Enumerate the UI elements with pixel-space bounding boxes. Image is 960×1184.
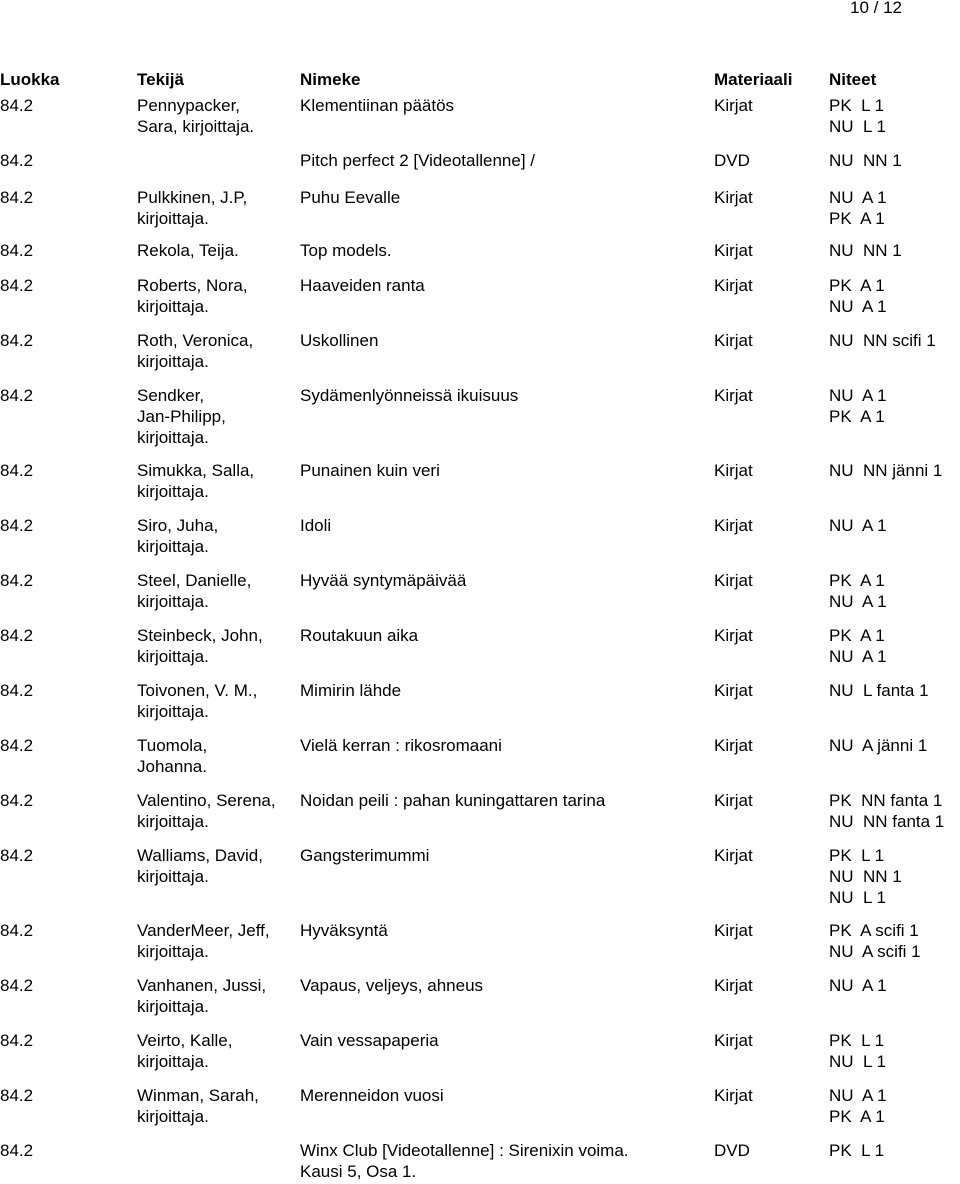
cell-nimeke-line: Winx Club [Videotallenne] : Sirenixin voima.	[300, 1141, 629, 1160]
cell-niteet-line: NU A 1	[829, 386, 887, 405]
cell-tekija	[137, 790, 276, 832]
cell-luokka: 84.2	[0, 331, 34, 350]
cell-niteet-line: PK NN fanta 1	[829, 791, 943, 810]
cell-niteet-line: NU A 1	[829, 1086, 887, 1105]
cell-luokka: 84.2	[0, 1031, 34, 1050]
cell-tekija-line: Roberts, Nora,	[137, 276, 248, 295]
cell-tekija-line: Veirto, Kalle,	[137, 1031, 233, 1050]
cell-nimeke	[300, 330, 378, 351]
cell-niteet	[829, 845, 902, 908]
cell-nimeke	[300, 95, 454, 116]
cell-niteet-line: PK L 1	[829, 96, 885, 115]
cell-materiaali: DVD	[714, 151, 750, 170]
cell-nimeke-line: Idoli	[300, 516, 332, 535]
cell-tekija-line: VanderMeer, Jeff,	[137, 921, 270, 940]
cell-nimeke-line: Gangsterimummi	[300, 846, 430, 865]
cell-niteet-line: PK L 1	[829, 1031, 885, 1050]
cell-niteet	[829, 330, 936, 351]
cell-niteet-line: NU L fanta 1	[829, 681, 929, 700]
cell-tekija-line: Johanna.	[137, 757, 207, 776]
cell-niteet-line: NU NN scifi 1	[829, 331, 936, 350]
cell-niteet	[829, 1085, 887, 1127]
cell-materiaali: Kirjat	[714, 921, 753, 940]
cell-tekija	[137, 330, 253, 372]
cell-tekija-line: kirjoittaja.	[137, 482, 209, 501]
cell-niteet	[829, 240, 902, 261]
cell-materiaali: Kirjat	[714, 386, 753, 405]
cell-tekija	[137, 735, 207, 777]
cell-tekija-line: Steinbeck, John,	[137, 626, 263, 645]
cell-luokka: 84.2	[0, 151, 34, 170]
cell-materiaali: Kirjat	[714, 571, 753, 590]
cell-nimeke-line: Punainen kuin veri	[300, 461, 440, 480]
cell-nimeke-line: Pitch perfect 2 [Videotallenne] /	[300, 151, 536, 170]
column-header-nimeke: Nimeke	[300, 70, 361, 89]
cell-materiaali: Kirjat	[714, 681, 753, 700]
cell-niteet	[829, 975, 887, 996]
cell-nimeke-line: Vielä kerran : rikosromaani	[300, 736, 502, 755]
cell-tekija-line: kirjoittaja.	[137, 592, 209, 611]
cell-luokka: 84.2	[0, 1141, 34, 1160]
cell-niteet	[829, 920, 921, 962]
cell-tekija-line: Pulkkinen, J.P,	[137, 188, 248, 207]
cell-nimeke	[300, 790, 605, 811]
cell-niteet-line: NU A 1	[829, 647, 887, 666]
cell-tekija	[137, 625, 263, 667]
cell-tekija-line: kirjoittaja.	[137, 297, 209, 316]
cell-niteet	[829, 625, 887, 667]
cell-tekija-line: Walliams, David,	[137, 846, 263, 865]
cell-tekija	[137, 920, 270, 962]
cell-niteet	[829, 1140, 884, 1161]
cell-niteet-line: PK A 1	[829, 626, 885, 645]
cell-niteet	[829, 680, 929, 701]
cell-luokka: 84.2	[0, 976, 34, 995]
cell-tekija-line: Simukka, Salla,	[137, 461, 255, 480]
cell-niteet-line: NU A 1	[829, 188, 887, 207]
cell-luokka: 84.2	[0, 461, 34, 480]
cell-nimeke	[300, 975, 483, 996]
cell-tekija-line: kirjoittaja.	[137, 702, 209, 721]
cell-nimeke-line: Klementiinan päätös	[300, 96, 455, 115]
cell-niteet	[829, 150, 902, 171]
cell-materiaali: Kirjat	[714, 976, 753, 995]
cell-niteet-line: PK A 1	[829, 571, 885, 590]
column-header-niteet: Niteet	[829, 70, 877, 89]
cell-nimeke	[300, 1085, 444, 1106]
cell-niteet-line: NU A 1	[829, 592, 887, 611]
cell-tekija	[137, 1085, 259, 1127]
cell-niteet	[829, 95, 886, 137]
cell-niteet-line: NU A scifi 1	[829, 942, 921, 961]
cell-niteet	[829, 385, 887, 427]
cell-nimeke	[300, 570, 466, 591]
cell-tekija-line: kirjoittaja.	[137, 209, 209, 228]
cell-tekija	[137, 385, 226, 448]
cell-nimeke-line: Mimirin lähde	[300, 681, 402, 700]
cell-tekija	[137, 460, 254, 502]
cell-niteet-line: PK L 1	[829, 846, 885, 865]
cell-tekija-line: Tuomola,	[137, 736, 208, 755]
cell-tekija	[137, 570, 251, 612]
cell-tekija	[137, 95, 254, 137]
cell-luokka: 84.2	[0, 626, 34, 645]
cell-niteet	[829, 570, 887, 612]
cell-tekija-line: kirjoittaja.	[137, 942, 209, 961]
cell-nimeke-line: Uskollinen	[300, 331, 379, 350]
cell-niteet-line: NU A 1	[829, 297, 887, 316]
cell-tekija-line: kirjoittaja.	[137, 1107, 209, 1126]
cell-niteet-line: NU NN 1	[829, 241, 902, 260]
cell-tekija	[137, 845, 263, 887]
cell-tekija	[137, 680, 257, 722]
cell-tekija-line: kirjoittaja.	[137, 812, 209, 831]
cell-nimeke-line: Kausi 5, Osa 1.	[300, 1162, 417, 1181]
cell-tekija	[137, 515, 218, 557]
cell-tekija-line: Jan-Philipp,	[137, 407, 226, 426]
cell-tekija-line: Pennypacker,	[137, 96, 241, 115]
cell-tekija-line: Steel, Danielle,	[137, 571, 252, 590]
column-header-luokka: Luokka	[0, 70, 60, 89]
cell-niteet-line: PK A 1	[829, 276, 885, 295]
cell-nimeke	[300, 1140, 629, 1182]
cell-niteet-line: NU A jänni 1	[829, 736, 928, 755]
cell-luokka: 84.2	[0, 571, 34, 590]
cell-niteet-line: NU NN fanta 1	[829, 812, 945, 831]
cell-luokka: 84.2	[0, 386, 34, 405]
cell-nimeke	[300, 240, 392, 261]
cell-niteet-line: PK A scifi 1	[829, 921, 919, 940]
cell-nimeke-line: Hyvää syntymäpäivää	[300, 571, 467, 590]
cell-tekija	[137, 240, 239, 261]
cell-niteet	[829, 1030, 886, 1072]
cell-niteet-line: NU L 1	[829, 1052, 887, 1071]
cell-nimeke	[300, 187, 400, 208]
cell-materiaali: Kirjat	[714, 461, 753, 480]
cell-nimeke	[300, 460, 440, 481]
cell-tekija-line: kirjoittaja.	[137, 352, 209, 371]
cell-niteet	[829, 735, 927, 756]
cell-materiaali: Kirjat	[714, 626, 753, 645]
cell-nimeke-line: Merenneidon vuosi	[300, 1086, 444, 1105]
cell-niteet-line: NU NN 1	[829, 151, 902, 170]
cell-nimeke-line: Hyväksyntä	[300, 921, 388, 940]
cell-nimeke	[300, 150, 535, 171]
cell-tekija-line: Toivonen, V. M.,	[137, 681, 258, 700]
cell-tekija-line: Sara, kirjoittaja.	[137, 117, 255, 136]
cell-niteet-line: NU NN jänni 1	[829, 461, 943, 480]
cell-tekija	[137, 275, 248, 317]
cell-materiaali: Kirjat	[714, 276, 753, 295]
cell-tekija	[137, 975, 266, 1017]
cell-materiaali: Kirjat	[714, 846, 753, 865]
cell-luokka: 84.2	[0, 1086, 34, 1105]
cell-nimeke-line: Top models.	[300, 241, 392, 260]
cell-materiaali: Kirjat	[714, 96, 753, 115]
cell-nimeke	[300, 1030, 439, 1051]
cell-tekija-line: Vanhanen, Jussi,	[137, 976, 267, 995]
cell-nimeke	[300, 680, 401, 701]
cell-nimeke-line: Haaveiden ranta	[300, 276, 425, 295]
cell-materiaali: Kirjat	[714, 516, 753, 535]
cell-tekija-line: kirjoittaja.	[137, 428, 209, 447]
cell-niteet	[829, 275, 887, 317]
cell-nimeke-line: Vapaus, veljeys, ahneus	[300, 976, 484, 995]
cell-niteet-line: NU NN 1	[829, 867, 902, 886]
cell-nimeke	[300, 845, 429, 866]
cell-tekija	[137, 1030, 232, 1072]
cell-luokka: 84.2	[0, 791, 34, 810]
cell-luokka: 84.2	[0, 681, 34, 700]
cell-materiaali: Kirjat	[714, 1086, 753, 1105]
cell-luokka: 84.2	[0, 516, 34, 535]
cell-materiaali: Kirjat	[714, 188, 753, 207]
cell-luokka: 84.2	[0, 276, 34, 295]
cell-niteet	[829, 790, 944, 832]
cell-nimeke	[300, 735, 502, 756]
cell-materiaali: Kirjat	[714, 791, 753, 810]
cell-luokka: 84.2	[0, 846, 34, 865]
cell-nimeke-line: Noidan peili : pahan kuningattaren tarina	[300, 791, 606, 810]
cell-tekija-line: Sendker,	[137, 386, 205, 405]
cell-niteet-line: NU L 1	[829, 117, 887, 136]
cell-nimeke	[300, 515, 331, 536]
cell-niteet-line: NU A 1	[829, 516, 887, 535]
cell-niteet-line: PK L 1	[829, 1141, 885, 1160]
cell-niteet-line: PK A 1	[829, 1107, 885, 1126]
cell-materiaali: Kirjat	[714, 241, 753, 260]
cell-tekija-line: kirjoittaja.	[137, 537, 209, 556]
cell-materiaali: Kirjat	[714, 1031, 753, 1050]
cell-nimeke	[300, 385, 518, 406]
cell-tekija-line: kirjoittaja.	[137, 997, 209, 1016]
cell-nimeke-line: Routakuun aika	[300, 626, 419, 645]
cell-luokka: 84.2	[0, 736, 34, 755]
cell-tekija-line: Rekola, Teija.	[137, 241, 239, 260]
cell-tekija	[137, 187, 247, 229]
cell-niteet-line: NU L 1	[829, 888, 887, 907]
cell-tekija-line: kirjoittaja.	[137, 867, 209, 886]
cell-niteet-line: PK A 1	[829, 407, 885, 426]
page-number: 10 / 12	[850, 0, 902, 17]
cell-tekija-line: Roth, Veronica,	[137, 331, 254, 350]
column-header-tekija: Tekijä	[137, 70, 184, 89]
cell-luokka: 84.2	[0, 188, 34, 207]
cell-tekija-line: kirjoittaja.	[137, 1052, 209, 1071]
cell-nimeke	[300, 275, 425, 296]
column-header-materiaali: Materiaali	[714, 70, 793, 89]
cell-niteet	[829, 187, 887, 229]
cell-tekija-line: Valentino, Serena,	[137, 791, 276, 810]
cell-tekija-line: Winman, Sarah,	[137, 1086, 259, 1105]
cell-niteet	[829, 460, 942, 481]
cell-nimeke-line: Sydämenlyönneissä ikuisuus	[300, 386, 519, 405]
cell-luokka: 84.2	[0, 921, 34, 940]
cell-materiaali: Kirjat	[714, 331, 753, 350]
cell-niteet-line: NU A 1	[829, 976, 887, 995]
cell-luokka: 84.2	[0, 241, 34, 260]
cell-nimeke	[300, 920, 388, 941]
cell-tekija-line: kirjoittaja.	[137, 647, 209, 666]
cell-niteet-line: PK A 1	[829, 209, 885, 228]
cell-nimeke	[300, 625, 418, 646]
cell-niteet	[829, 515, 887, 536]
cell-tekija-line: Siro, Juha,	[137, 516, 219, 535]
cell-luokka: 84.2	[0, 96, 34, 115]
cell-nimeke-line: Puhu Eevalle	[300, 188, 401, 207]
cell-materiaali: DVD	[714, 1141, 750, 1160]
cell-nimeke-line: Vain vessapaperia	[300, 1031, 439, 1050]
cell-materiaali: Kirjat	[714, 736, 753, 755]
